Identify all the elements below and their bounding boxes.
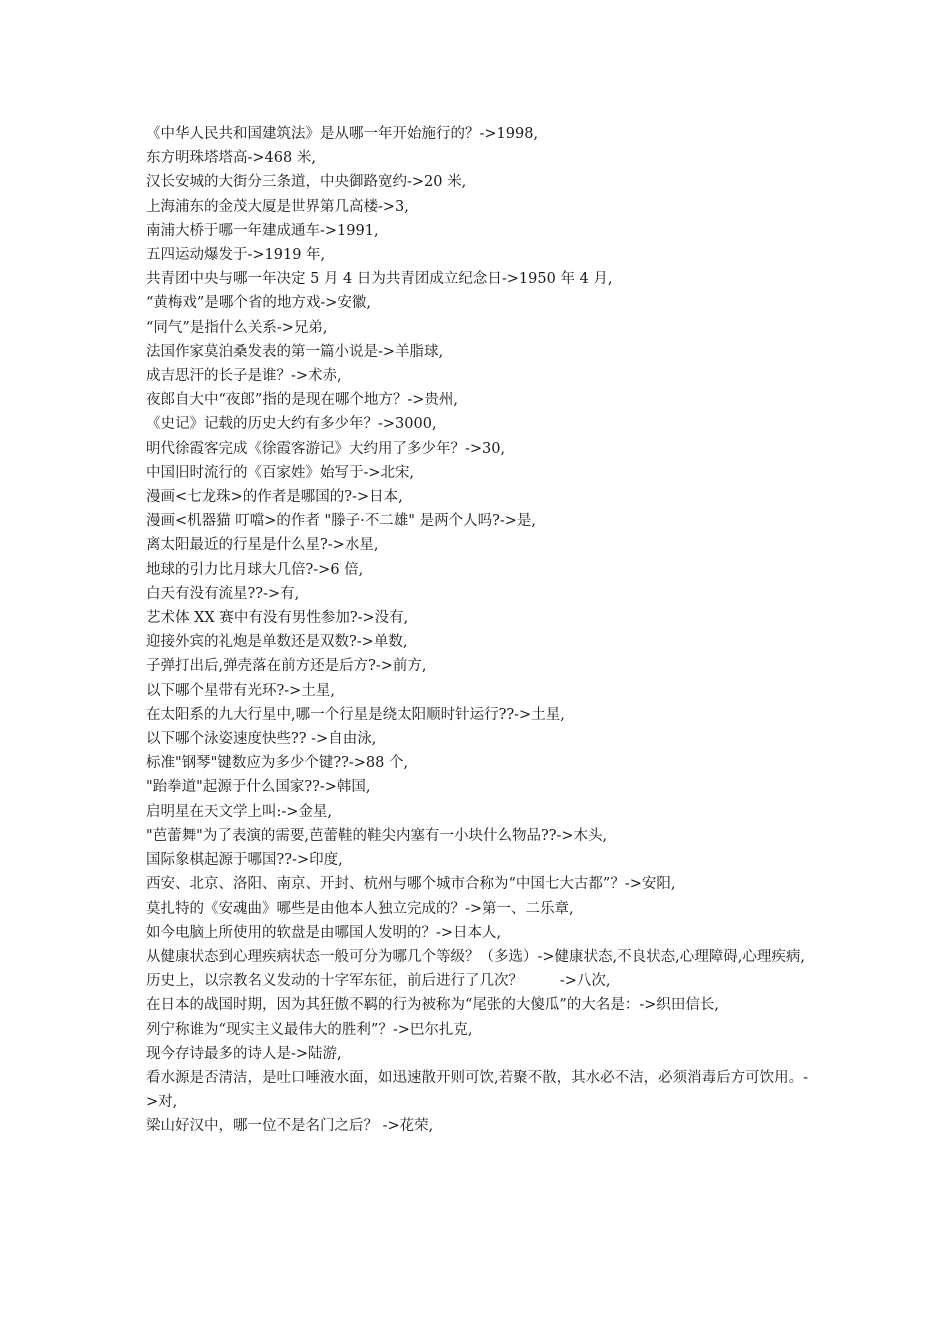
text-line: "芭蕾舞"为了表演的需要,芭蕾鞋的鞋尖内塞有一小块什么物品??->木头, <box>146 827 608 844</box>
text-line: 在日本的战国时期，因为其狂傲不羁的行为被称为“尾张的大傻瓜”的大名是：->织田信长, <box>146 997 719 1014</box>
text-line: “同气”是指什么关系->兄弟, <box>146 319 328 336</box>
text-line: 成吉思汗的长子是谁？->术赤, <box>146 368 342 385</box>
text-line: 中国旧时流行的《百家姓》始写于->北宋, <box>146 464 415 481</box>
text-line: 《中华人民共和国建筑法》是从哪一年开始施行的？->1998, <box>146 126 539 142</box>
text-line: 看水源是否清洁，是吐口唾液水面，如迅速散开则可饮,若聚不散，其水必不洁，必须消毒后方可饮用。->对, <box>146 1069 809 1111</box>
text-line: 上海浦东的金茂大厦是世界第几高楼->3, <box>146 198 409 215</box>
text-line: 明代徐霞客完成《徐霞客游记》大约用了多少年？->30, <box>146 440 506 457</box>
text-line: 标准"钢琴"键数应为多少个键??->88 个, <box>146 755 409 772</box>
text-line: 西安、北京、洛阳、南京、开封、杭州与哪个城市合称为“中国七大古都”？->安阳, <box>146 876 676 893</box>
text-line: 国际象棋起源于哪国??->印度, <box>146 852 343 869</box>
text-line: 离太阳最近的行星是什么星?->水星, <box>146 537 379 554</box>
text-line: 漫画<机器猫 叮噹>的作者 "滕子·不二雄" 是两个人吗?->是, <box>146 513 537 530</box>
document-body <box>146 122 814 1139</box>
text-line: 如今电脑上所使用的软盘是由哪国人发明的？->日本人, <box>146 924 502 941</box>
text-line: 共青团中央与哪一年决定 5 月 4 日为共青团成立纪念日->1950 年 4 月, <box>146 271 613 288</box>
text-line: 法国作家莫泊桑发表的第一篇小说是->羊脂球, <box>146 343 444 360</box>
text-line: 迎接外宾的礼炮是单数还是双数?->单数, <box>146 634 408 651</box>
text-line: "跆拳道"起源于什么国家??->韩国, <box>146 779 371 796</box>
text-line: 子弹打出后,弹壳落在前方还是后方?->前方, <box>146 658 427 675</box>
text-line: 启明星在天文学上叫:->金星, <box>146 803 333 820</box>
text-line: “黄梅戏”是哪个省的地方戏->安徽, <box>146 295 371 312</box>
text-line: 东方明珠塔塔高->468 米, <box>146 150 316 167</box>
text-line: 《史记》记载的历史大约有多少年？->3000, <box>146 416 437 433</box>
text-line: 地球的引力比月球大几倍?->6 倍, <box>146 561 364 578</box>
text-line: 从健康状态到心理疾病状态一般可分为哪几个等级？（多选）->健康状态,不良状态,心理障碍,心理疾病, <box>146 948 805 965</box>
text-line: 以下哪个星带有光环?->土星, <box>146 682 335 699</box>
text-line: 漫画<七龙珠>的作者是哪国的?->日本, <box>146 489 403 506</box>
text-line: 夜郎自大中“夜郎”指的是现在哪个地方？->贵州, <box>146 392 458 409</box>
text-line: 莫扎特的《安魂曲》哪些是由他本人独立完成的？->第一、二乐章, <box>146 900 574 917</box>
text-line: 历史上，以宗教名义发动的十字军东征，前后进行了几次？ ->八次, <box>146 973 611 990</box>
text-line: 在太阳系的九大行星中,哪一个行星是绕太阳顺时针运行??->土星, <box>146 706 565 723</box>
text-line: 列宁称谁为“现实主义最伟大的胜利”？->巴尔扎克, <box>146 1021 473 1038</box>
text-line: 以下哪个泳姿速度快些?? ->自由泳, <box>146 731 377 748</box>
text-line: 汉长安城的大街分三条道，中央御路宽约->20 米, <box>146 174 467 191</box>
text-line: 五四运动爆发于->1919 年, <box>146 247 326 264</box>
text-line: 梁山好汉中，哪一位不是名门之后？ ->花荣, <box>146 1118 434 1135</box>
text-line: 现今存诗最多的诗人是->陆游, <box>146 1045 342 1062</box>
text-line: 艺术体 XX 赛中有没有男性参加?->没有, <box>146 610 409 627</box>
text-line: 白天有没有流星??->有, <box>146 585 300 602</box>
text-line: 南浦大桥于哪一年建成通车->1991, <box>146 222 379 239</box>
